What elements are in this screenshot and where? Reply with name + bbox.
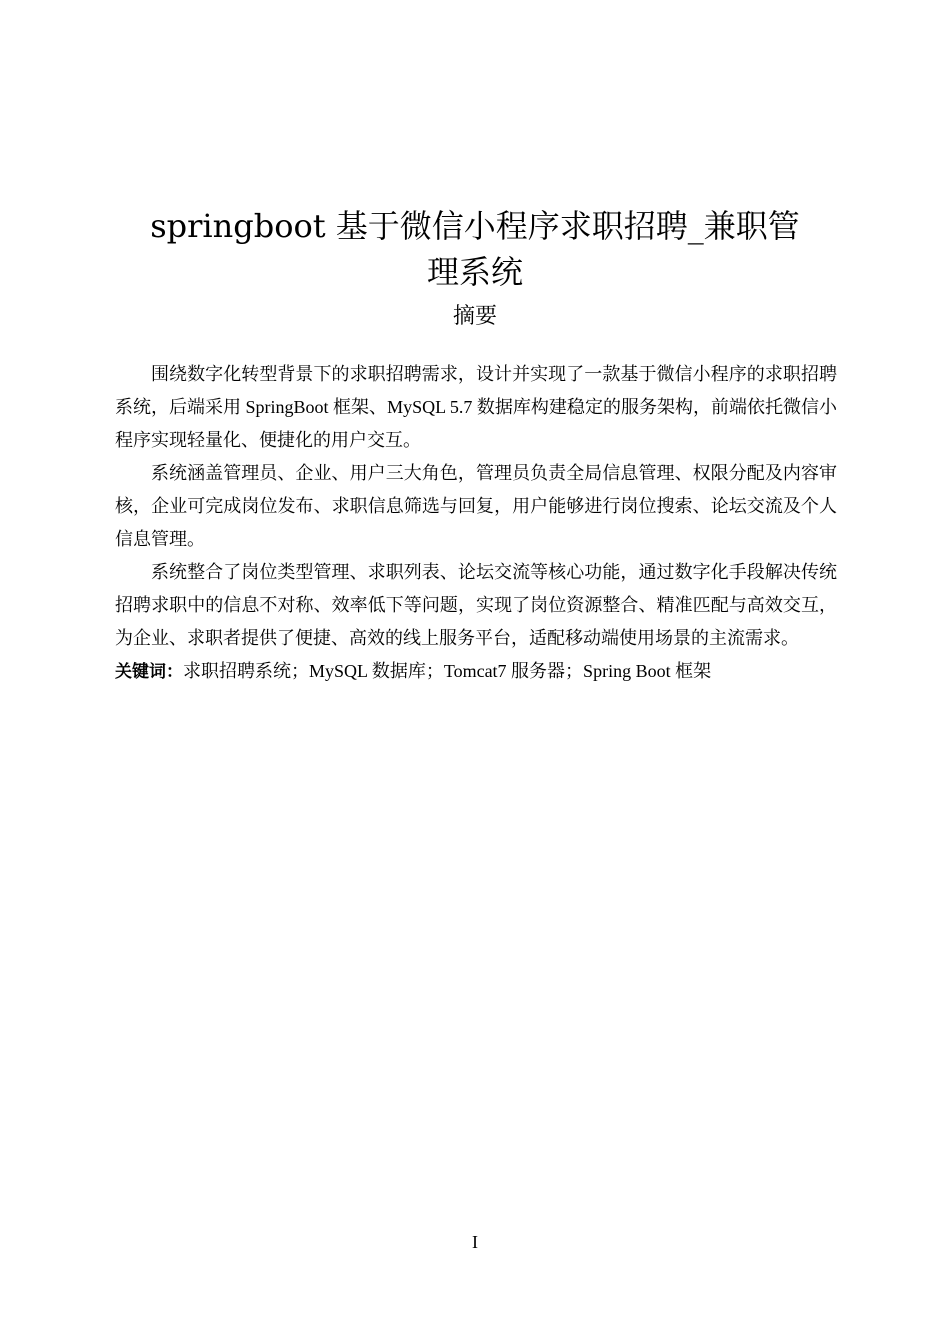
page-number: I — [472, 1232, 478, 1252]
abstract-body — [115, 358, 837, 689]
abstract-paragraph-1: 围绕数字化转型背景下的求职招聘需求，设计并实现了一款基于微信小程序的求职招聘系统，后端采用 SpringBoot 框架、MySQL 5.7 数据库构建稳定的服务架构，前端依托微信小程序实现轻量化、便捷化的用户交互。 — [115, 364, 837, 450]
keywords-line — [115, 655, 837, 689]
abstract-paragraph-3: 系统整合了岗位类型管理、求职列表、论坛交流等核心功能，通过数字化手段解决传统招聘求职中的信息不对称、效率低下等问题，实现了岗位资源整合、精准匹配与高效交互，为企业、求职者提供了便捷、高效的线上服务平台，适配移动端使用场景的主流需求。 — [115, 562, 837, 648]
keywords-label: 关键词： — [115, 662, 183, 682]
title-line-2: 理系统 — [426, 253, 523, 291]
title-line-1: springboot 基于微信小程序求职招聘_兼职管 — [150, 207, 800, 245]
abstract-paragraph-2: 系统涵盖管理员、企业、用户三大角色，管理员负责全局信息管理、权限分配及内容审核，企业可完成岗位发布、求职信息筛选与回复，用户能够进行岗位搜索、论坛交流及个人信息管理。 — [115, 463, 837, 549]
document-title — [115, 203, 835, 295]
abstract-heading: 摘要 — [452, 304, 497, 329]
keywords-text: 求职招聘系统；MySQL 数据库；Tomcat7 服务器；Spring Boot 框架 — [183, 661, 712, 681]
